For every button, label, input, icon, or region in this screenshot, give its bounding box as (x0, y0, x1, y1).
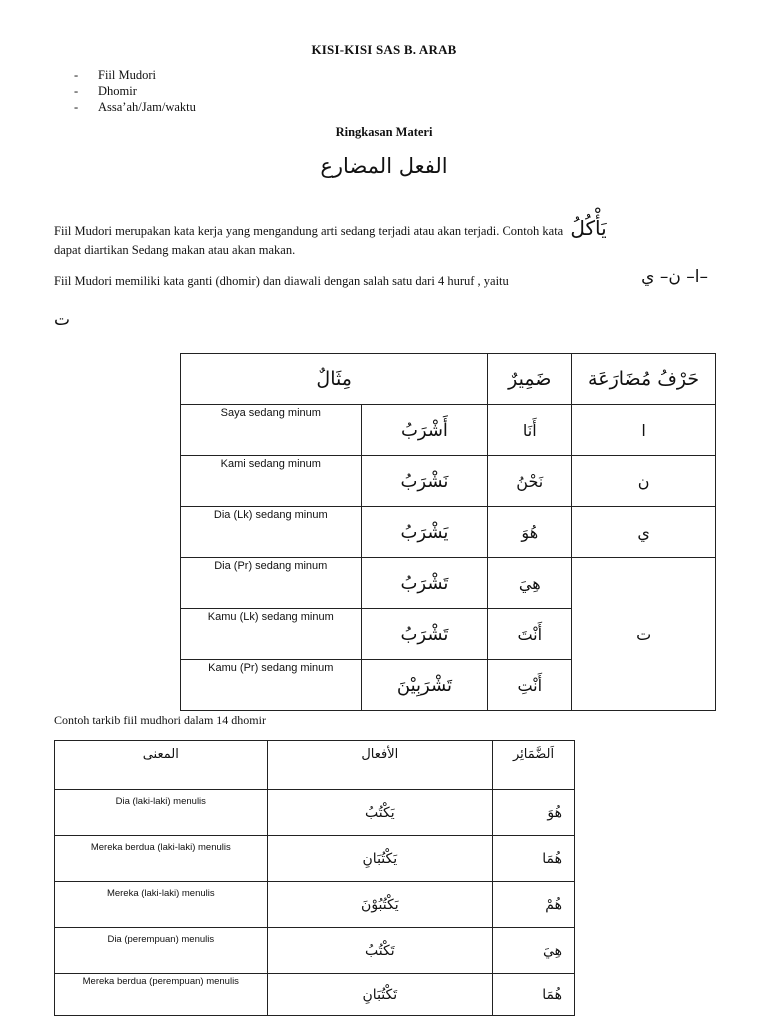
paragraph-1-line-2: dapat diartikan Sedang makan atau akan makan. (54, 243, 296, 257)
paragraph-2-text: Fiil Mudori memiliki kata ganti (dhomir) dan diawali dengan salah satu dari 4 huruf , yaitu (54, 274, 509, 288)
row-meaning: Mereka berdua (perempuan) menulis (55, 974, 268, 1016)
row-pronoun: هُمَا (493, 974, 575, 1016)
row-verb: يَكْتُبُوْنَ (267, 882, 493, 928)
row-dhomir: نَحْنُ (488, 456, 572, 507)
row-meaning: Saya sedang minum (181, 405, 362, 456)
prefix-letter-last: ت (54, 310, 71, 330)
row-huruf-merged: ت (572, 558, 716, 711)
row-meaning: Dia (perempuan) menulis (55, 928, 268, 974)
row-verb: تَشْرَبِيْنَ (361, 660, 488, 711)
table-header-row (55, 741, 575, 790)
header-verb: الأفعال (267, 741, 493, 790)
row-huruf: ن (572, 456, 716, 507)
table-row (181, 405, 716, 456)
header-dhomir: ضَمِيرٌ (488, 354, 572, 405)
table-row (55, 836, 575, 882)
row-verb: يَشْرَبُ (361, 507, 488, 558)
row-verb: تَكْتُبُ (267, 928, 493, 974)
header-contoh: مِثَالٌ (181, 354, 488, 405)
paragraph-1-line-1 (54, 216, 607, 240)
topic-text: Dhomir (98, 84, 137, 98)
header-huruf: حَرْفُ مُضَارَعَة (572, 354, 716, 405)
row-verb: أَشْرَبُ (361, 405, 488, 456)
bullet-dash: - (74, 100, 79, 114)
bullet-dash: - (74, 84, 79, 98)
topic-item (74, 83, 196, 99)
row-verb: يَكْتُبُ (267, 790, 493, 836)
row-huruf: ي (572, 507, 716, 558)
row-huruf: ا (572, 405, 716, 456)
row-verb: نَشْرَبُ (361, 456, 488, 507)
topic-item (74, 99, 196, 115)
row-meaning: Dia (laki-laki) menulis (55, 790, 268, 836)
example-word-arabic: يَأْكُلُ (570, 216, 607, 240)
row-meaning: Dia (Lk) sedang minum (181, 507, 362, 558)
row-verb: تَشْرَبُ (361, 609, 488, 660)
topic-text: Assa’ah/Jam/waktu (98, 100, 196, 114)
row-dhomir: هِيَ (488, 558, 572, 609)
row-pronoun: هُمَا (493, 836, 575, 882)
table2-caption: Contoh tarkib fiil mudhori dalam 14 dhomir (54, 713, 266, 727)
bullet-dash: - (74, 68, 79, 82)
header-pronoun: اَلضَّمَائِر (493, 741, 575, 790)
row-pronoun: هُمْ (493, 882, 575, 928)
prefix-letters: ا– ن– ي– (641, 267, 708, 287)
row-meaning: Kamu (Pr) sedang minum (181, 660, 362, 711)
row-meaning: Kamu (Lk) sedang minum (181, 609, 362, 660)
topic-list (74, 67, 196, 115)
row-pronoun: هُوَ (493, 790, 575, 836)
header-meaning: المعنى (55, 741, 268, 790)
table-row (55, 790, 575, 836)
table-row (55, 928, 575, 974)
mudori-prefix-table (180, 353, 716, 711)
table-row (181, 507, 716, 558)
row-dhomir: أَنَا (488, 405, 572, 456)
table-header-row (181, 354, 716, 405)
arabic-section-title: الفعل المضارع (320, 154, 448, 178)
table-row (55, 882, 575, 928)
table-row (181, 558, 716, 609)
row-dhomir: هُوَ (488, 507, 572, 558)
row-verb: تَكْتُبَانِ (267, 974, 493, 1016)
row-dhomir: أَنْتَ (488, 609, 572, 660)
section-subtitle: Ringkasan Materi (335, 125, 433, 139)
paragraph-1-text: Fiil Mudori merupakan kata kerja yang mengandung arti sedang terjadi atau akan terjadi. Contoh kata (54, 224, 564, 238)
row-dhomir: أَنْتِ (488, 660, 572, 711)
topic-item (74, 67, 196, 83)
row-verb: تَشْرَبُ (361, 558, 488, 609)
topic-text: Fiil Mudori (98, 68, 156, 82)
document-title: KISI-KISI SAS B. ARAB (311, 42, 457, 57)
row-meaning: Dia (Pr) sedang minum (181, 558, 362, 609)
row-meaning: Mereka berdua (laki-laki) menulis (55, 836, 268, 882)
row-pronoun: هِيَ (493, 928, 575, 974)
row-meaning: Kami sedang minum (181, 456, 362, 507)
tarkib-table (54, 740, 575, 1016)
table-row (181, 456, 716, 507)
table-row (55, 974, 575, 1016)
row-verb: يَكْتُبَانِ (267, 836, 493, 882)
row-meaning: Mereka (laki-laki) menulis (55, 882, 268, 928)
